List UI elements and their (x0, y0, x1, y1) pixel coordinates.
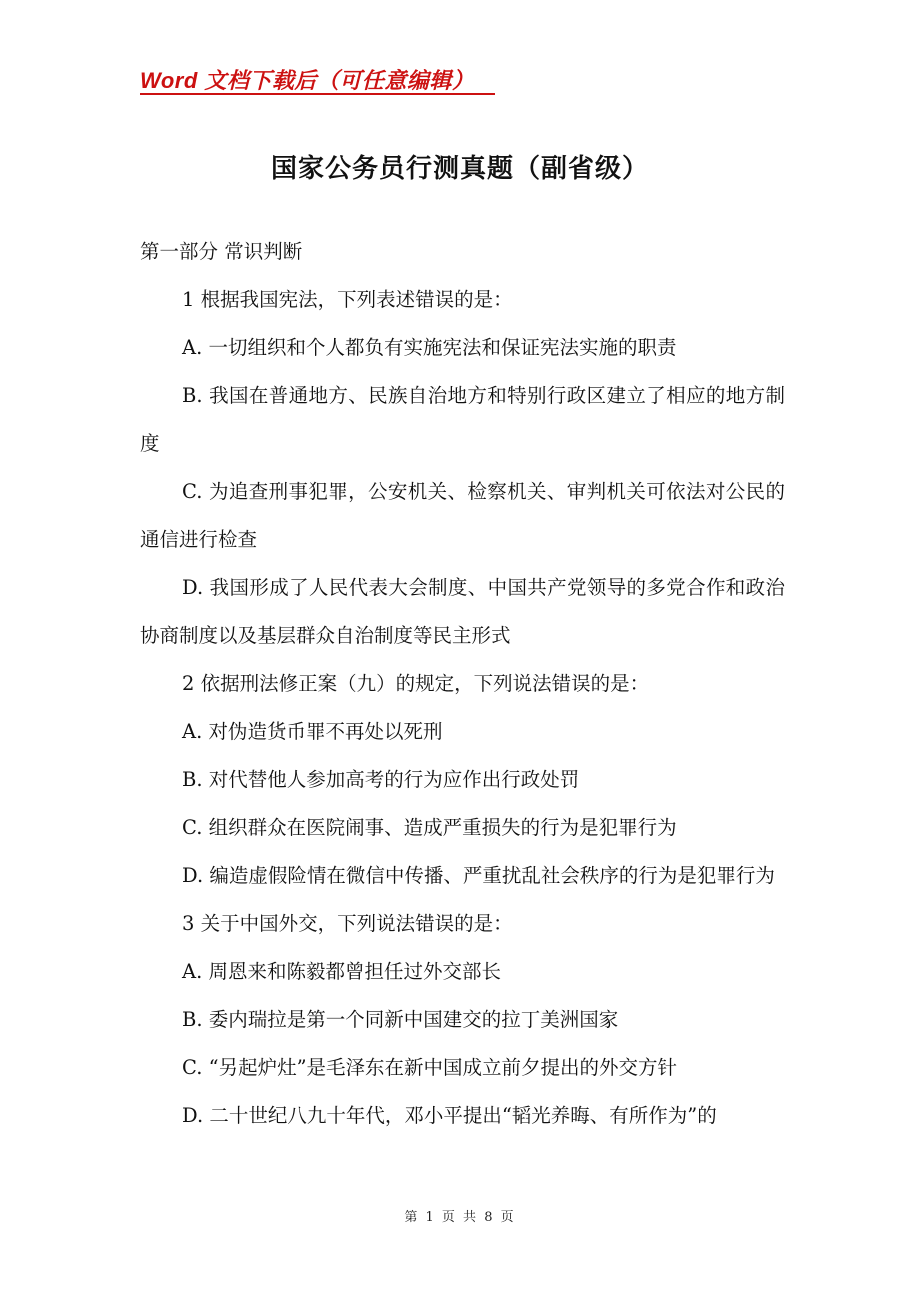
question-3-option-b: B. 委内瑞拉是第一个同新中国建交的拉丁美洲国家 (182, 1008, 619, 1031)
document-title: 国家公务员行测真题（副省级） (270, 154, 649, 184)
download-banner: Word 文档下载后（可任意编辑） (140, 68, 475, 93)
question-2-option-a: A. 对伪造货币罪不再处以死刑 (182, 720, 443, 743)
question-1-option-d: D. 我国形成了人民代表大会制度、中国共产党领导的多党合作和政治协商制度以及基层群众自治制度等民主形式 (140, 576, 785, 647)
question-2-option-c: C. 组织群众在医院闹事、造成严重损失的行为是犯罪行为 (182, 816, 677, 839)
question-1-option-c: C. 为追查刑事犯罪，公安机关、检察机关、审判机关可依法对公民的通信进行检查 (140, 480, 785, 551)
question-3-option-c: C. “另起炉灶”是毛泽东在新中国成立前夕提出的外交方针 (182, 1056, 678, 1079)
question-2-stem: 2 依据刑法修正案（九）的规定，下列说法错误的是： (182, 672, 650, 695)
question-1-option-b: B. 我国在普通地方、民族自治地方和特别行政区建立了相应的地方制度 (140, 384, 785, 455)
document-body (140, 228, 785, 1140)
question-1-stem: 1 根据我国宪法，下列表述错误的是： (182, 288, 513, 311)
question-3-option-a: A. 周恩来和陈毅都曾担任过外交部长 (182, 960, 501, 983)
question-3-stem: 3 关于中国外交，下列说法错误的是： (182, 912, 513, 935)
banner-underline (140, 93, 495, 95)
section-heading: 第一部分 常识判断 (140, 240, 303, 263)
question-2-option-b: B. 对代替他人参加高考的行为应作出行政处罚 (182, 768, 580, 791)
question-2-option-d: D. 编造虚假险情在微信中传播、严重扰乱社会秩序的行为是犯罪行为 (182, 864, 775, 887)
question-3-option-d: D. 二十世纪八九十年代，邓小平提出“韬光养晦、有所作为”的 (182, 1104, 717, 1127)
question-1-option-a: A. 一切组织和个人都负有实施宪法和保证宪法实施的职责 (182, 336, 677, 359)
page-footer: 第 1 页 共 8 页 (404, 1210, 516, 1225)
